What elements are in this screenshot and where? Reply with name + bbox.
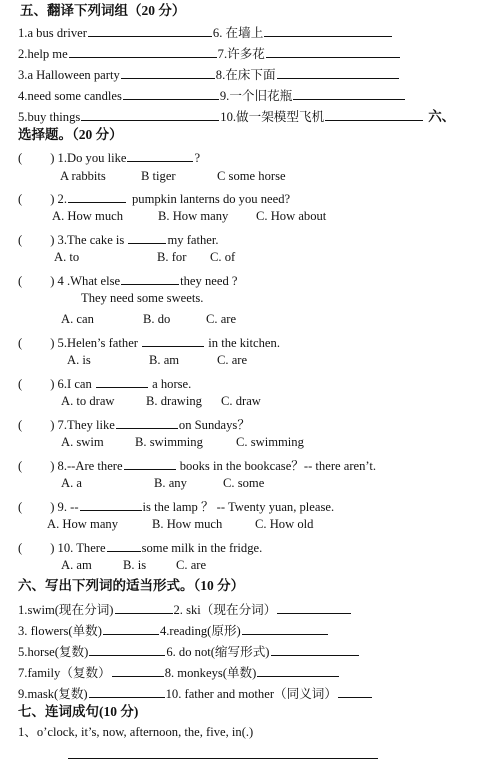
options-row xyxy=(67,354,247,367)
answer-blank xyxy=(96,375,148,388)
question-row xyxy=(18,190,290,206)
question-text: ) 9. -- xyxy=(50,500,79,514)
translate-row xyxy=(18,45,401,61)
answer-bracket[interactable]: ( xyxy=(18,192,23,206)
answer-blank xyxy=(116,416,178,429)
answer-blank[interactable] xyxy=(69,45,217,58)
question-row xyxy=(18,334,280,350)
question-tail: ? xyxy=(194,151,201,165)
forms-item-right: 10. father and mother（同义词） xyxy=(165,687,337,701)
question-row xyxy=(18,149,200,165)
answer-blank[interactable] xyxy=(257,664,339,677)
sentence-answer-line[interactable] xyxy=(68,758,378,759)
option[interactable]: B. do xyxy=(143,312,171,326)
options-row xyxy=(61,313,236,326)
question-row xyxy=(18,272,237,288)
answer-blank[interactable] xyxy=(242,622,328,635)
option[interactable]: B tiger xyxy=(141,169,176,183)
options-row xyxy=(61,559,206,572)
translate-item-left: 3.a Halloween party xyxy=(18,68,120,82)
answer-bracket[interactable]: ( xyxy=(18,418,23,432)
forms-item-right: 2. ski（现在分词） xyxy=(173,603,277,617)
answer-bracket[interactable]: ( xyxy=(18,459,23,473)
option[interactable]: C. draw xyxy=(221,394,261,408)
answer-blank[interactable] xyxy=(277,601,351,614)
question-text: ) 10. There xyxy=(50,541,106,555)
option[interactable]: C. How about xyxy=(256,209,327,223)
question-row xyxy=(18,231,219,247)
answer-blank[interactable] xyxy=(338,685,372,698)
question-text: ) 7.They like xyxy=(50,418,115,432)
translate-item-left: 5.buy things xyxy=(18,110,81,124)
translate-item-right: 8.在床下面 xyxy=(215,68,276,82)
answer-blank[interactable] xyxy=(121,66,215,79)
answer-blank[interactable] xyxy=(81,108,219,121)
question-text: ) 4 .What else xyxy=(50,274,121,288)
section-translate-title: 五、翻译下列词组（20 分） xyxy=(20,3,186,18)
answer-bracket[interactable]: ( xyxy=(18,274,23,288)
section-choice-title: 选择题。（20 分） xyxy=(18,127,123,142)
option[interactable]: A. to xyxy=(54,250,80,264)
question-text: ) 2. xyxy=(50,192,67,206)
forms-row xyxy=(18,664,340,680)
question-tail: some milk in the fridge. xyxy=(141,541,263,555)
option[interactable]: A. How many xyxy=(47,517,119,531)
answer-blank[interactable] xyxy=(89,643,165,656)
options-row xyxy=(54,251,235,264)
option[interactable]: B. How many xyxy=(158,209,229,223)
option[interactable]: C. are xyxy=(206,312,237,326)
option[interactable]: B. am xyxy=(149,353,180,367)
question-row xyxy=(18,539,262,555)
translate-row xyxy=(18,24,393,40)
section-choice-title-start: 六、 xyxy=(428,109,456,124)
question-tail: in the kitchen. xyxy=(205,336,280,350)
option[interactable]: A. can xyxy=(61,312,94,326)
answer-bracket[interactable]: ( xyxy=(18,233,23,247)
translate-row xyxy=(18,66,400,82)
options-row xyxy=(47,518,313,531)
translate-item-right: 6. 在墙上 xyxy=(212,26,264,40)
answer-blank[interactable] xyxy=(266,45,400,58)
translate-row xyxy=(18,87,406,103)
translate-item-right: 7.许多花 xyxy=(217,47,265,61)
answer-bracket[interactable]: ( xyxy=(18,541,23,555)
option[interactable]: A. a xyxy=(61,476,82,490)
options-row xyxy=(61,436,304,449)
question-row xyxy=(18,375,191,391)
question-tail: a horse. xyxy=(148,377,192,391)
option[interactable]: A. swim xyxy=(61,435,104,449)
option[interactable]: A. to draw xyxy=(61,394,115,408)
answer-blank[interactable] xyxy=(88,24,212,37)
option[interactable]: C some horse xyxy=(217,169,286,183)
question-tail: is the lamp ？ -- Twenty yuan, please. xyxy=(142,500,335,514)
answer-bracket[interactable]: ( xyxy=(18,336,23,350)
question-row xyxy=(18,416,250,432)
translate-item-left: 4.need some candles xyxy=(18,89,122,103)
option[interactable]: B. for xyxy=(157,250,187,264)
forms-item-left: 1.swim(现在分词) xyxy=(18,603,114,617)
option[interactable]: C. swimming xyxy=(236,435,304,449)
option[interactable]: A. How much xyxy=(52,209,124,223)
answer-blank[interactable] xyxy=(115,601,173,614)
question-row xyxy=(18,457,376,473)
option[interactable]: C. are xyxy=(176,558,207,572)
translate-item-right: 9.一个旧花瓶 xyxy=(219,89,293,103)
forms-item-right: 8. monkeys(单数) xyxy=(164,666,257,680)
forms-item-left: 5.horse(复数) xyxy=(18,645,89,659)
answer-blank[interactable] xyxy=(89,685,165,698)
answer-blank[interactable] xyxy=(271,643,359,656)
forms-item-left: 9.mask(复数) xyxy=(18,687,88,701)
question-row xyxy=(18,498,334,514)
option[interactable]: A rabbits xyxy=(60,169,106,183)
option[interactable]: A. am xyxy=(61,558,92,572)
answer-sentence: They need some sweets. xyxy=(81,291,204,305)
forms-item-right: 6. do not(缩写形式) xyxy=(166,645,270,659)
sentence-item: 1、o’clock, it’s, now, afternoon, the, five, in(.) xyxy=(18,725,254,739)
options-row xyxy=(60,170,286,183)
answer-bracket[interactable]: ( xyxy=(18,500,23,514)
options-row xyxy=(52,210,326,223)
question-text: ) 6.I can xyxy=(50,377,95,391)
forms-item-left: 3. flowers(单数) xyxy=(18,624,102,638)
option[interactable]: B. drawing xyxy=(146,394,202,408)
options-row xyxy=(61,477,264,490)
question-text: ) 8.--Are there xyxy=(50,459,123,473)
answer-blank[interactable] xyxy=(264,24,392,37)
option[interactable]: B. How much xyxy=(152,517,223,531)
answer-blank xyxy=(68,190,126,203)
forms-item-right: 4.reading(原形) xyxy=(159,624,241,638)
forms-row xyxy=(18,601,352,617)
translate-row xyxy=(18,108,455,124)
forms-row xyxy=(18,685,373,701)
question-tail: books in the bookcase？-- there aren’t. xyxy=(176,459,377,473)
option[interactable]: B. is xyxy=(123,558,147,572)
answer-blank[interactable] xyxy=(277,66,399,79)
section-sentence-title: 七、连词成句(10 分) xyxy=(18,704,139,719)
question-text: ) 5.Helen’s father xyxy=(50,336,142,350)
answer-bracket[interactable]: ( xyxy=(18,151,23,165)
answer-blank[interactable] xyxy=(293,87,405,100)
forms-row xyxy=(18,622,329,638)
option[interactable]: C. of xyxy=(210,250,236,264)
answer-blank xyxy=(142,334,204,347)
answer-bracket[interactable]: ( xyxy=(18,377,23,391)
answer-blank[interactable] xyxy=(103,622,159,635)
question-text: ) 1.Do you like xyxy=(50,151,127,165)
translate-item-left: 2.help me xyxy=(18,47,68,61)
option[interactable]: B. any xyxy=(154,476,187,490)
answer-blank xyxy=(128,231,166,244)
question-text: ) 3.The cake is xyxy=(50,233,128,247)
translate-item-left: 1.a bus driver xyxy=(18,26,87,40)
option[interactable]: C. are xyxy=(217,353,248,367)
answer-blank[interactable] xyxy=(123,87,219,100)
question-tail: pumpkin lanterns do you need? xyxy=(132,192,291,206)
answer-blank xyxy=(121,272,179,285)
forms-item-left: 7.family（复数） xyxy=(18,666,111,680)
question-tail: they need ? xyxy=(180,274,238,288)
answer-blank xyxy=(80,498,142,511)
options-row xyxy=(61,395,261,408)
option[interactable]: C. How old xyxy=(255,517,314,531)
answer-blank xyxy=(107,539,141,552)
answer-blank xyxy=(127,149,193,162)
option[interactable]: A. is xyxy=(67,353,91,367)
question-tail: my father. xyxy=(167,233,219,247)
option[interactable]: C. some xyxy=(223,476,265,490)
question-tail: on Sundays？ xyxy=(178,418,250,432)
answer-blank[interactable] xyxy=(112,664,164,677)
section-forms-title: 六、写出下列词的适当形式。（10 分） xyxy=(18,578,245,593)
translate-item-right: 10.做一架模型飞机 xyxy=(220,110,325,124)
answer-blank xyxy=(124,457,176,470)
answer-blank[interactable] xyxy=(325,108,423,121)
option[interactable]: B. swimming xyxy=(135,435,203,449)
forms-row xyxy=(18,643,360,659)
